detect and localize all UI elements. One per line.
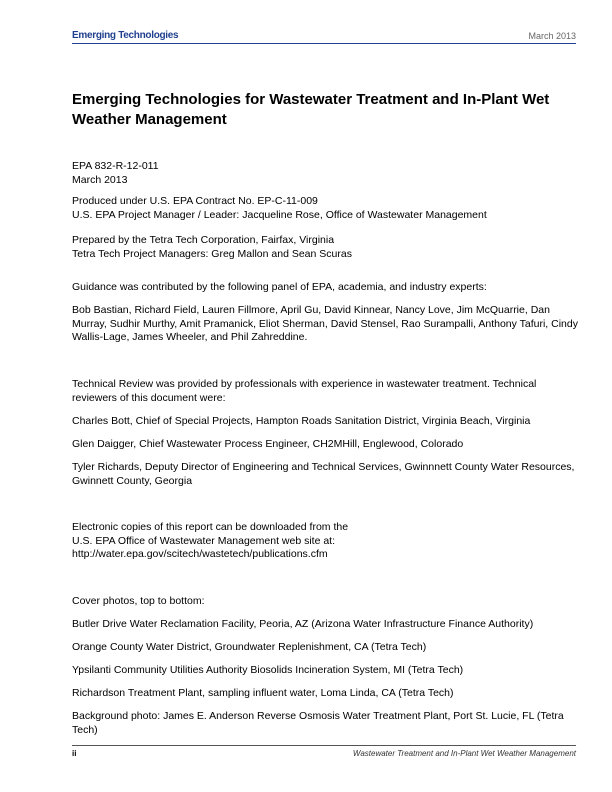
tetra-tech-managers-line: Tetra Tech Project Managers: Greg Mallon and Sean Scuras xyxy=(72,247,352,260)
electronic-copies-line-1: Electronic copies of this report can be downloaded from the xyxy=(72,521,349,533)
footer-running-title: Wastewater Treatment and In-Plant Wet Weather Management xyxy=(352,749,576,758)
document-date: March 2013 xyxy=(72,173,128,186)
header-series-title: Emerging Technologies xyxy=(72,30,179,41)
prepared-by-line: Prepared by the Tetra Tech Corporation, Fairfax, Virginia xyxy=(72,234,335,246)
reviewer-item: Tyler Richards, Deputy Director of Engineering and Technical Services, Gwinnnett County Water Resources, Gwinnett County, Georgia xyxy=(72,461,575,487)
header-rule xyxy=(72,43,576,44)
cover-photos-intro: Cover photos, top to bottom: xyxy=(72,595,205,607)
cover-photo-item: Richardson Treatment Plant, sampling influent water, Loma Linda, CA (Tetra Tech) xyxy=(72,687,454,699)
project-manager-line: U.S. EPA Project Manager / Leader: Jacqueline Rose, Office of Wastewater Management xyxy=(72,208,487,221)
publications-url: http://water.epa.gov/scitech/wastetech/publications.cfm xyxy=(72,548,328,560)
technical-review-intro: Technical Review was provided by professionals with experience in wastewater treatment. Technical reviewers of this document were: xyxy=(72,378,537,404)
page-header xyxy=(72,30,576,44)
electronic-copies-line-2: U.S. EPA Office of Wastewater Management web site at: xyxy=(72,534,336,547)
cover-photo-item: Butler Drive Water Reclamation Facility, Peoria, AZ (Arizona Water Infrastructure Finance Authority) xyxy=(72,618,534,630)
guidance-panel-names: Bob Bastian, Richard Field, Lauren Fillmore, April Gu, David Kinnear, Nancy Love, Jim McQuarrie, Dan Murray, Sudhir Murthy, Amit Pramanick, Eliot Sherman, David Stensel, Rao Surampalli, Anthony Tafuri, Cindy Wallis-Lage, James Wheeler, and Phil Zahreddine. xyxy=(72,304,578,343)
cover-photo-item: Orange County Water District, Groundwater Replenishment, CA (Tetra Tech) xyxy=(72,641,427,653)
contract-line: Produced under U.S. EPA Contract No. EP-C-11-009 xyxy=(72,195,318,207)
cover-photo-item: Background photo: James E. Anderson Reverse Osmosis Water Treatment Plant, Port St. Lucie, FL (Tetra Tech) xyxy=(72,710,564,736)
header-date: March 2013 xyxy=(528,31,576,41)
cover-photo-item: Ypsilanti Community Utilities Authority Biosolids Incineration System, MI (Tetra Tech) xyxy=(72,664,464,676)
page-number: ii xyxy=(72,749,77,758)
document-title: Emerging Technologies for Wastewater Treatment and In-Plant Wet Weather Management xyxy=(72,91,550,128)
guidance-intro: Guidance was contributed by the following panel of EPA, academia, and industry experts: xyxy=(72,281,487,293)
reviewer-item: Glen Daigger, Chief Wastewater Process Engineer, CH2MHill, Englewood, Colorado xyxy=(72,438,464,450)
document-number: EPA 832-R-12-011 xyxy=(72,160,159,172)
reviewer-item: Charles Bott, Chief of Special Projects, Hampton Roads Sanitation District, Virginia Beach, Virginia xyxy=(72,415,531,427)
footer-rule xyxy=(72,745,576,746)
